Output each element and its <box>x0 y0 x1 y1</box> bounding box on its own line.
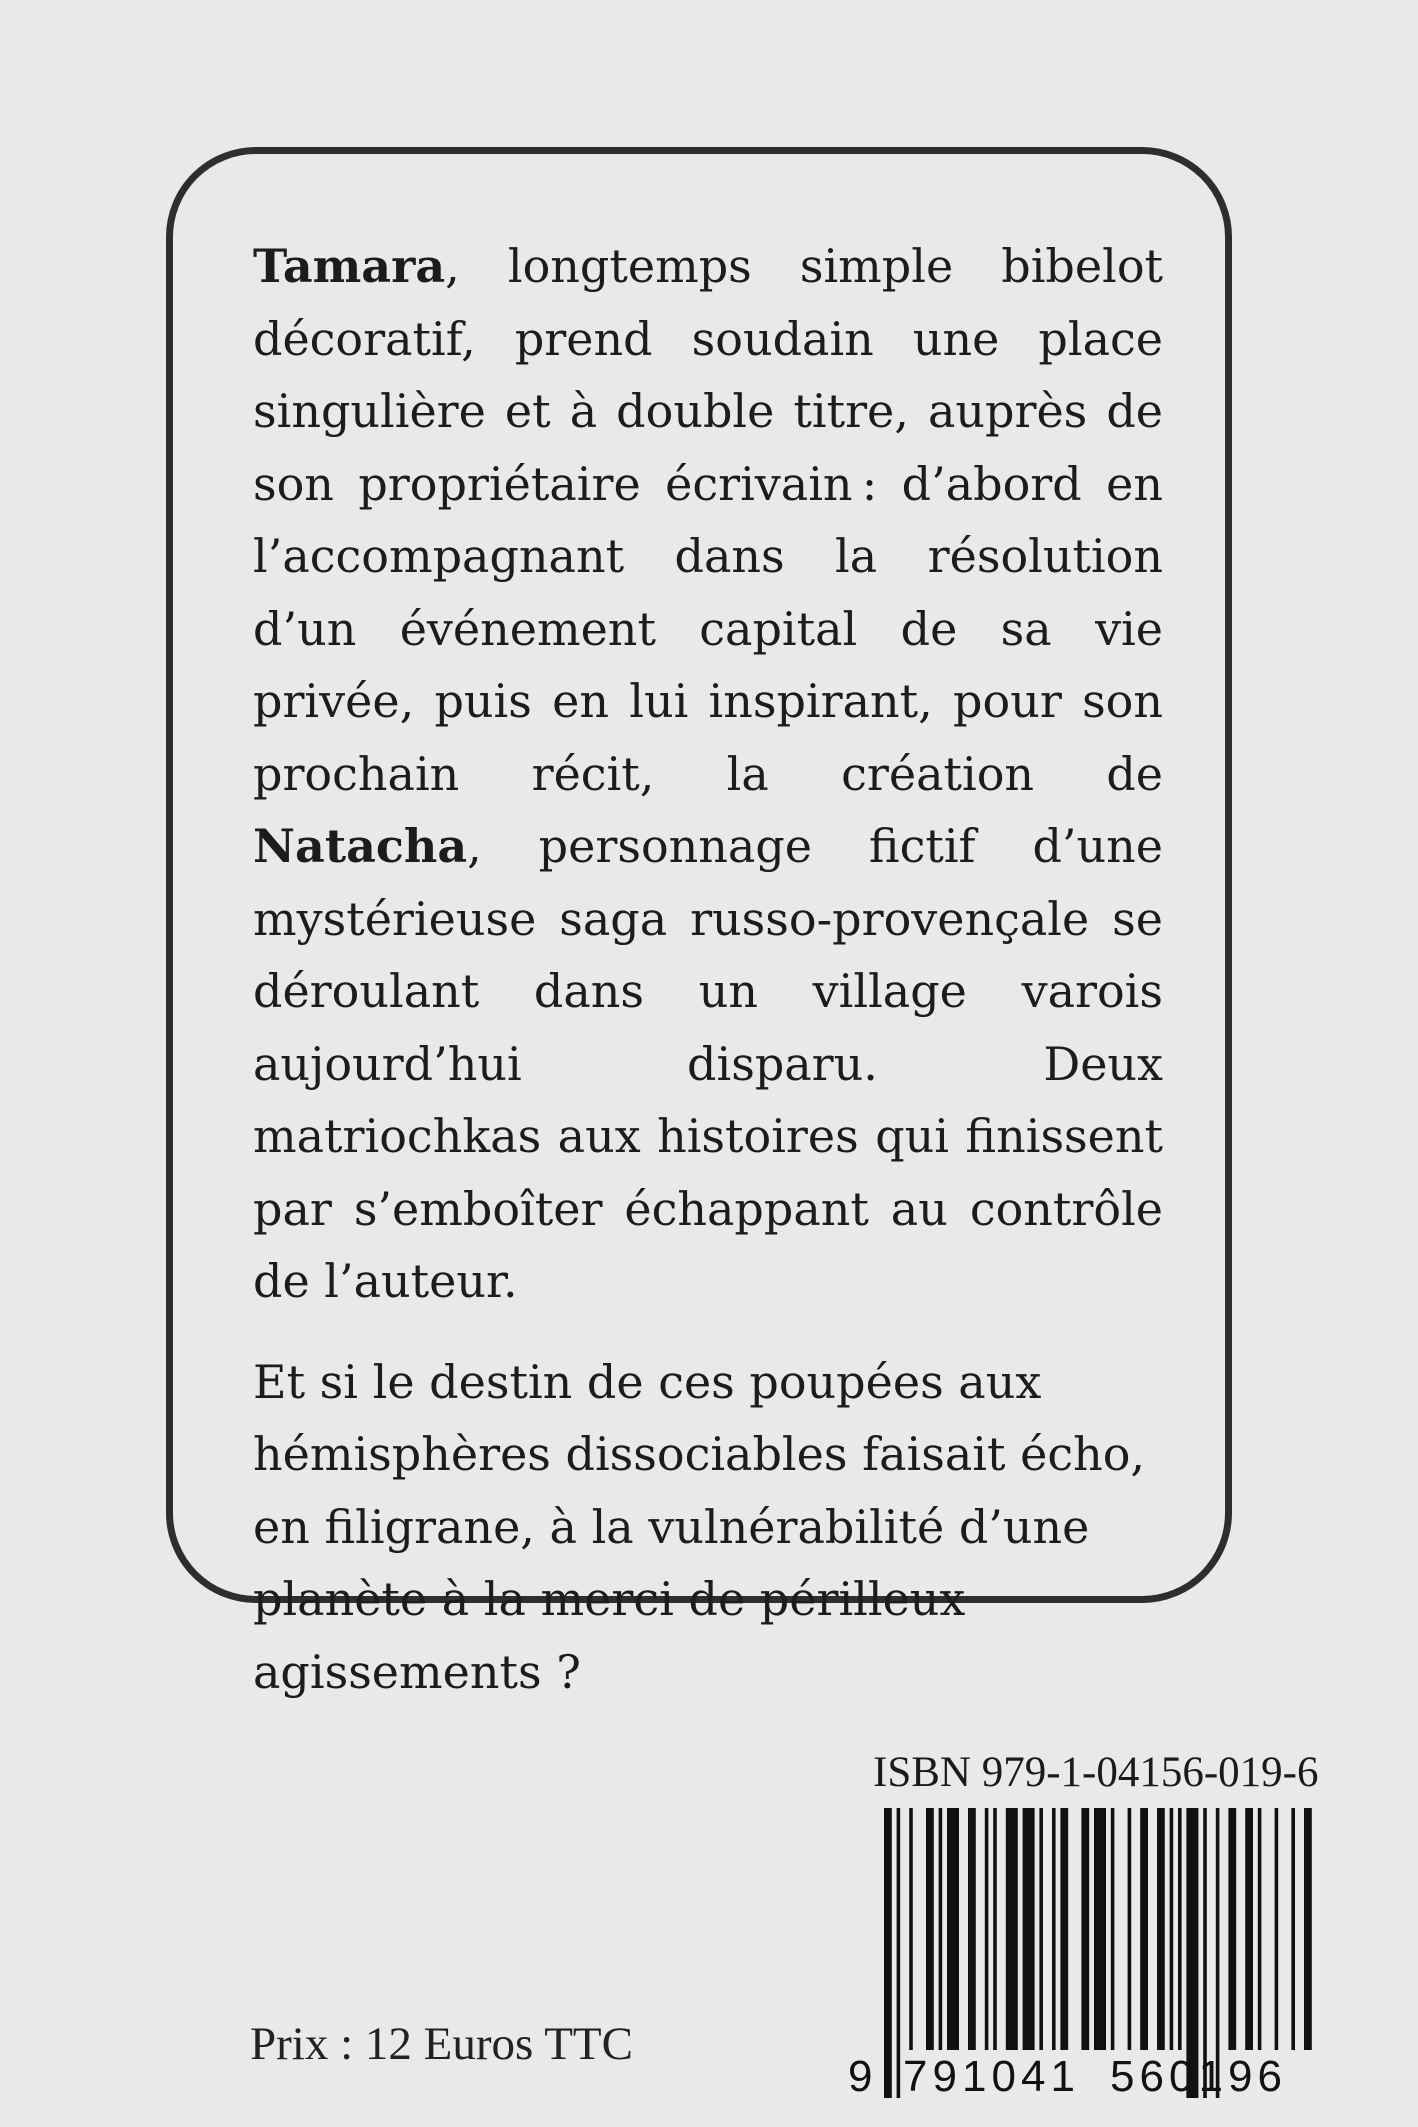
barcode-bar <box>1111 1808 1115 2050</box>
barcode-bar <box>1094 1808 1106 2050</box>
summary-paragraph-1-part-1: , longtemps simple bibelot décoratif, prend soudain une place singulière et à double titre, auprès de son propriétaire écrivain : d’abord en l’accompagnant dans la résolution d’un événement capital de sa vie privée, puis en lui inspirant, pour son prochain récit, la création de <box>253 239 1163 801</box>
barcode-bar <box>909 1808 913 2050</box>
summary-text <box>253 230 1163 1708</box>
barcode-bar <box>1245 1808 1253 2050</box>
barcode-bar <box>993 1808 997 2050</box>
barcode-bar <box>947 1808 959 2050</box>
barcode-bar <box>926 1808 934 2050</box>
barcode-bar <box>1060 1808 1068 2050</box>
barcode-bar <box>1291 1808 1295 2050</box>
isbn-barcode <box>848 1808 1314 2098</box>
barcode-digits-group-1: 791041 <box>903 2052 1075 2098</box>
barcode-bar <box>1128 1808 1132 2050</box>
summary-paragraph-2: Et si le destin de ces poupées aux hémisphères dissociables faisait écho, en filigrane, à la vulnérabilité d’une planète à la merci de périlleux agissements ? <box>253 1354 1146 1699</box>
summary-paragraph-1-part-2: , personnage fictif d’une mystérieuse saga russo-provençale se déroulant dans un village varois aujourd’hui disparu. Deux matriochkas aux histoires qui finissent par s’emboîter échappant au contrôle de l’auteur. <box>253 819 1163 1308</box>
barcode-bar <box>1006 1808 1018 2050</box>
barcode-bar <box>968 1808 976 2050</box>
character-name-tamara: Tamara <box>253 239 446 293</box>
barcode-bar <box>1228 1808 1236 2050</box>
barcode-bar <box>897 1808 901 2098</box>
barcode-bar <box>1258 1808 1262 2050</box>
isbn-label: ISBN 979-1-04156-019-6 <box>873 1749 1319 1796</box>
barcode-bar <box>1039 1808 1043 2050</box>
price-label: Prix : 12 Euros TTC <box>250 2018 633 2070</box>
barcode-bar <box>985 1808 989 2050</box>
barcode-bar <box>1304 1808 1312 2050</box>
barcode-bar <box>1052 1808 1056 2050</box>
barcode-bar <box>1140 1808 1148 2050</box>
barcode-bar <box>1157 1808 1165 2050</box>
barcode-bar <box>1081 1808 1089 2050</box>
barcode-bar <box>939 1808 943 2050</box>
barcode-bar <box>1275 1808 1279 2050</box>
barcode-bar <box>1178 1808 1182 2050</box>
barcode-bar <box>1170 1808 1174 2050</box>
barcode-bar <box>884 1808 892 2098</box>
barcode-digits-group-2: 560196 <box>1110 2052 1282 2098</box>
barcode-digit-first: 9 <box>848 2052 873 2098</box>
barcode-bar <box>1023 1808 1035 2050</box>
character-name-natacha: Natacha <box>253 819 468 873</box>
summary-paragraph-1 <box>253 230 1163 1318</box>
